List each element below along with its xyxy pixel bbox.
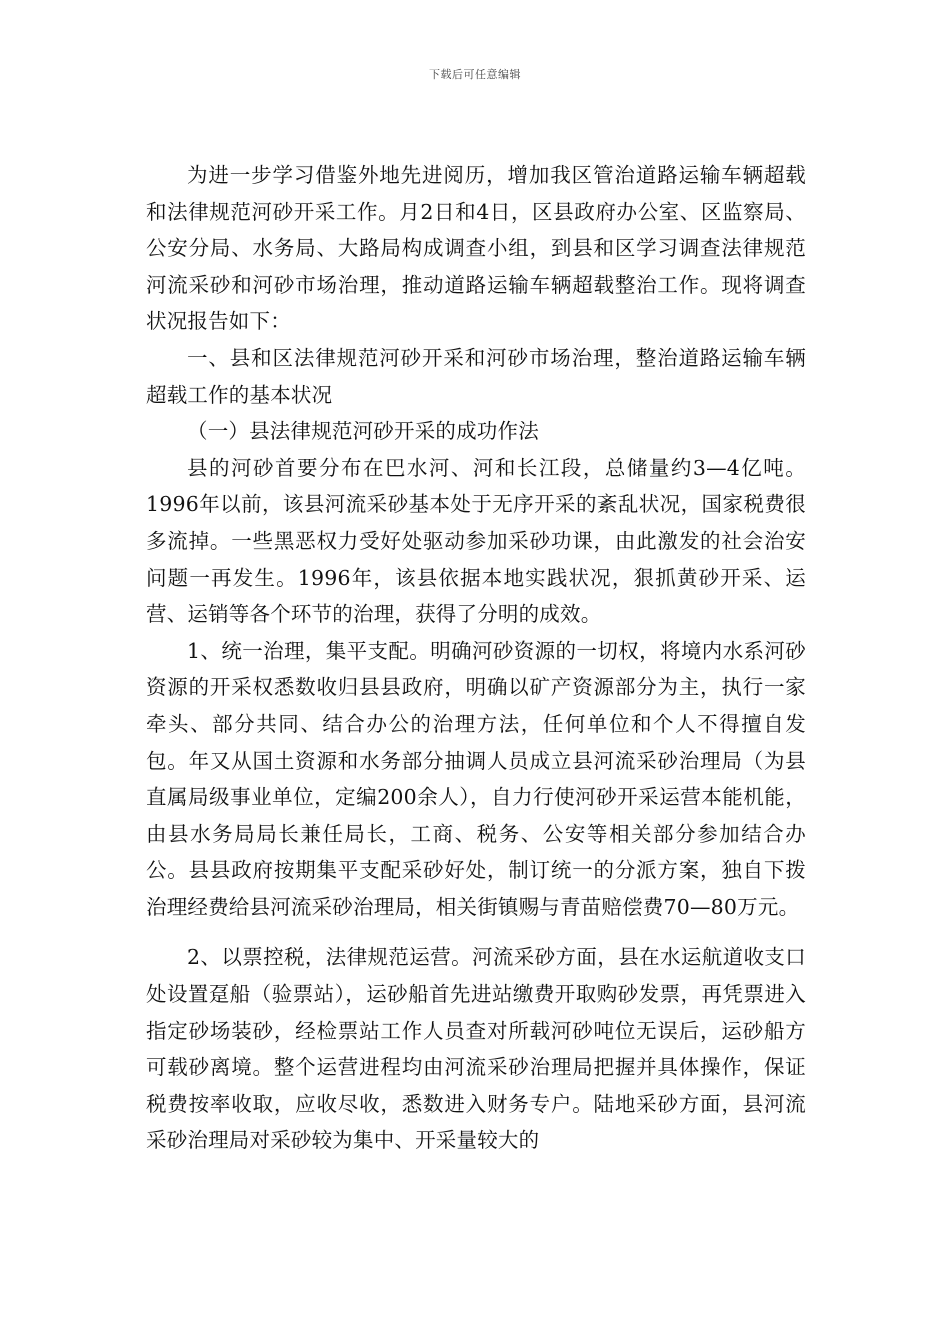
paragraph-overview: 县的河砂首要分布在巴水河、河和长江段，总储量约3—4亿吨。1996年以前，该县河流采砂基本处于无序开采的紊乱状况，国家税费很多流掉。一些黑恶权力受好处驱动参加采砂功课，由此激发的社会治安问题一再发生。1996年，该县依据本地实践状况，狠抓黄砂开采、运营、运销等各个环节的治理，获得了分明的成效。 xyxy=(146,455,806,627)
document-body xyxy=(146,157,806,1159)
paragraph-intro: 为进一步学习借鉴外地先进阅历，增加我区管治道路运输车辆超载和法律规范河砂开采工作。月2日和4日，区县政府办公室、区监察局、公安分局、水务局、大路局构成调查小组，到县和区学习调查法律规范河流采砂和河砂市场治理，推动道路运输车辆超载整治工作。现将调查状况报告如下： xyxy=(146,163,806,334)
section-heading: 一、县和区法律规范河砂开采和河砂市场治理，整治道路运输车辆超载工作的基本状况 xyxy=(146,345,806,407)
subsection-heading: （一）县法律规范河砂开采的成功作法 xyxy=(187,419,539,444)
paragraph-item-2: 2、以票控税，法律规范运营。河流采砂方面，县在水运航道收支口处设置趸船（验票站），运砂船首先进站缴费开取购砂发票，再凭票进入指定砂场装砂，经检票站工作人员查对所载河砂吨位无误后，运砂船方可载砂离境。整个运营进程均由河流采砂治理局把握并具体操作，保证税费按率收取，应收尽收，悉数进入财务专户。陆地采砂方面，县河流采砂治理局对采砂较为集中、开采量较大的 xyxy=(146,945,806,1153)
page-header: 下载后可任意编辑 xyxy=(429,68,521,81)
paragraph-item-1: 1、统一治理，集平支配。明确河砂资源的一切权，将境内水系河砂资源的开采权悉数收归县县政府，明确以矿产资源部分为主，执行一家牵头、部分共同、结合办公的治理方法，任何单位和个人不得擅自发包。年又从国土资源和水务部分抽调人员成立县河流采砂治理局（为县直属局级事业单位，定编200余人），自力行使河砂开采运营本能机能，由县水务局局长兼任局长，工商、税务、公安等相关部分参加结合办公。县县政府按期集平支配采砂好处，制订统一的分派方案，独自下拨治理经费给县河流采砂治理局，相关街镇赐与青苗赔偿费70—80万元。 xyxy=(146,638,806,919)
